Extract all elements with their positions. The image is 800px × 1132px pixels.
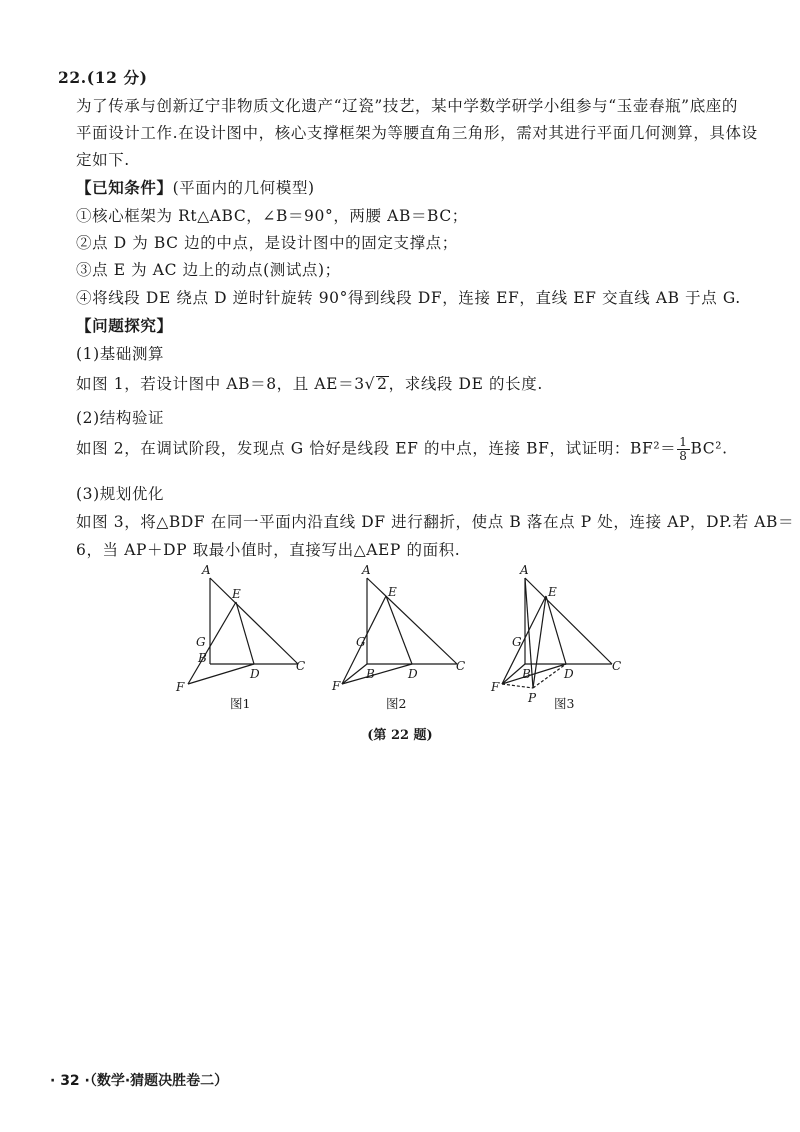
fig1-label-B: B xyxy=(198,651,207,665)
fig3-label-G: G xyxy=(512,635,522,649)
fig2-label-C: C xyxy=(456,659,466,673)
sqrt-symbol: √ xyxy=(364,375,376,393)
fig3-label-P: P xyxy=(528,691,537,705)
fig1-label-F: F xyxy=(176,680,185,694)
condition-4: ④将线段 DE 绕点 D 逆时针旋转 90°得到线段 DF，连接 EF，直线 EF 交直线 AB 于点 G. xyxy=(76,289,741,307)
part1-title: (1)基础测算 xyxy=(76,345,165,363)
condition-3: ③点 E 为 AC 边上的动点(测试点)； xyxy=(76,261,341,279)
fig2-label-B: B xyxy=(366,667,375,681)
fig3-caption: 图3 xyxy=(554,696,575,711)
figures-panel xyxy=(160,560,640,750)
fraction-denominator: 8 xyxy=(679,449,688,463)
part1-text-a: 如图 1，若设计图中 AB＝8，且 AE＝3 xyxy=(76,375,365,393)
part2-title: (2)结构验证 xyxy=(76,409,165,427)
fig1-segment-DE xyxy=(236,602,254,664)
figure-group-caption: (第 22 题) xyxy=(367,728,433,743)
fig2-segment-DF xyxy=(342,664,412,684)
fig2-caption: 图2 xyxy=(386,696,407,711)
fig3-label-B: B xyxy=(522,667,531,681)
part2-fraction xyxy=(677,436,689,463)
fig2-label-A: A xyxy=(362,563,371,577)
part3-line-1: 如图 3，将△BDF 在同一平面内沿直线 DF 进行翻折，使点 B 落在点 P 处，连接 AP，DP.若 AB＝ xyxy=(76,513,795,531)
fig2-segment-DE xyxy=(386,596,412,664)
condition-2: ②点 D 为 BC 边的中点，是设计图中的固定支撑点； xyxy=(76,234,458,252)
known-conditions-heading xyxy=(76,176,315,198)
fig1-segment-AC xyxy=(210,578,298,664)
fraction-numerator: 1 xyxy=(679,435,688,449)
fig3-label-C: C xyxy=(612,659,622,673)
fig1-label-E: E xyxy=(232,587,241,601)
fig2-label-G: G xyxy=(356,635,366,649)
figure-2 xyxy=(342,578,457,684)
fig3-segment-DP-dashed xyxy=(533,664,566,688)
part2-text-b: BC². xyxy=(690,439,728,458)
question-number: 22. xyxy=(58,68,87,87)
known-heading-sub: (平面内的几何模型) xyxy=(172,179,315,197)
fig3-label-E: E xyxy=(548,585,557,599)
fig3-label-F: F xyxy=(491,680,500,694)
part1-text xyxy=(76,372,543,394)
part3-title: (3)规划优化 xyxy=(76,485,165,503)
figure-1 xyxy=(188,578,298,684)
question-points: (12 分) xyxy=(86,68,148,87)
fig3-label-A: A xyxy=(520,563,529,577)
fig1-label-A: A xyxy=(202,563,211,577)
fig1-label-D: D xyxy=(250,667,260,681)
part1-text-b: ，求线段 DE 的长度. xyxy=(388,375,543,393)
fig1-caption: 图1 xyxy=(230,696,251,711)
fig1-label-G: G xyxy=(196,635,206,649)
fig2-label-F: F xyxy=(332,679,341,693)
fig1-label-C: C xyxy=(296,659,306,673)
geometry-figures xyxy=(160,560,640,750)
part2-text xyxy=(76,436,728,463)
fig3-segment-FP-dashed xyxy=(502,684,533,688)
condition-1: ①核心框架为 Rt△ABC，∠B＝90°，两腰 AB＝BC； xyxy=(76,207,468,225)
fig2-label-D: D xyxy=(408,667,418,681)
part3-line-2: 6，当 AP＋DP 取最小值时，直接写出△AEP 的面积. xyxy=(76,541,461,559)
explore-heading: 【问题探究】 xyxy=(76,316,173,335)
intro-line-2: 平面设计工作.在设计图中，核心支撑框架为等腰直角三角形，需对其进行平面几何测算，具体设 xyxy=(76,124,758,142)
intro-line-1: 为了传承与创新辽宁非物质文化遗产“辽瓷”技艺，某中学数学研学小组参与“玉壶春瓶”底座的 xyxy=(76,97,738,115)
part2-text-a: 如图 2，在调试阶段，发现点 G 恰好是线段 EF 的中点，连接 BF，试证明：BF²＝ xyxy=(76,439,677,458)
fig3-label-D: D xyxy=(564,667,574,681)
fig2-segment-AC xyxy=(367,578,457,664)
intro-line-3: 定如下. xyxy=(76,151,130,169)
part1-sqrt-value: 2 xyxy=(377,375,388,393)
fig2-label-E: E xyxy=(388,585,397,599)
page-footer: · 32 ·（数学·猜题决胜卷二） xyxy=(50,1073,229,1089)
question-header xyxy=(58,66,148,88)
fig3-segment-DE xyxy=(546,596,566,664)
known-heading-label: 【已知条件】 xyxy=(76,178,173,197)
figure-3 xyxy=(502,578,612,688)
